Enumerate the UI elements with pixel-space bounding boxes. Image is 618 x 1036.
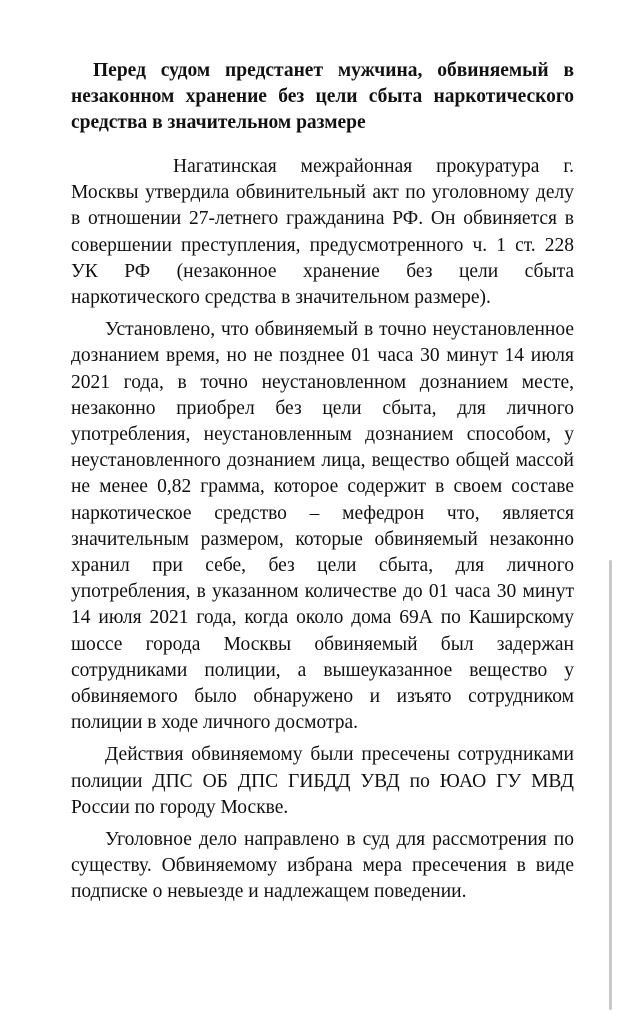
scrollbar[interactable] [609,560,612,1010]
document-body [71,58,574,912]
paragraph-circumstances: Установлено, что обвиняемый в точно неустановленное дознанием время, но не позднее 01 часа 30 минут 14 июля 2021 года, в точно неустановленном дознанием месте, незаконно приобрел без цели сбыта, для личного употребления, неустановленным дознанием способом, у неустановленного дознанием лица, вещество общей массой не менее 0,82 грамма, которое содержит в своем составе наркотическое средство – мефедрон что, является значительным размером, которые обвиняемый незаконно хранил при себе, без цели сбыта, для личного употребления, в указанном количестве до 01 часа 30 минут 14 июля 2021 года, когда около дома 69А по Каширскому шоссе города Москвы обвиняемый был задержан сотрудниками полиции, а вышеуказанное вещество у обвиняемого было обнаружено и изъято сотрудником полиции в ходе личного досмотра. [71,319,574,734]
paragraph-intro: Нагатинская межрайонная прокуратура г. Москвы утвердила обвинительный акт по уголовному делу в отношении 27-летнего гражданина РФ. Он обвиняется в совершении преступления, предусмотренного ч. 1 ст. 228 УК РФ (незаконное хранение без цели сбыта наркотического средства в значительном размере). [71,156,574,309]
paragraph-detention: Действия обвиняемому были пресечены сотрудниками полиции ДПС ОБ ДПС ГИБДД УВД по ЮАО ГУ МВД России по городу Москве. [71,744,574,818]
document-title: Перед судом предстанет мужчина, обвиняемый в незаконном хранение без цели сбыта наркотического средства в значительном размере [71,60,574,133]
paragraph-court: Уголовное дело направлено в суд для рассмотрения по существу. Обвиняемому избрана мера пресечения в виде подписке о невыезде и надлежащем поведении. [71,829,574,903]
